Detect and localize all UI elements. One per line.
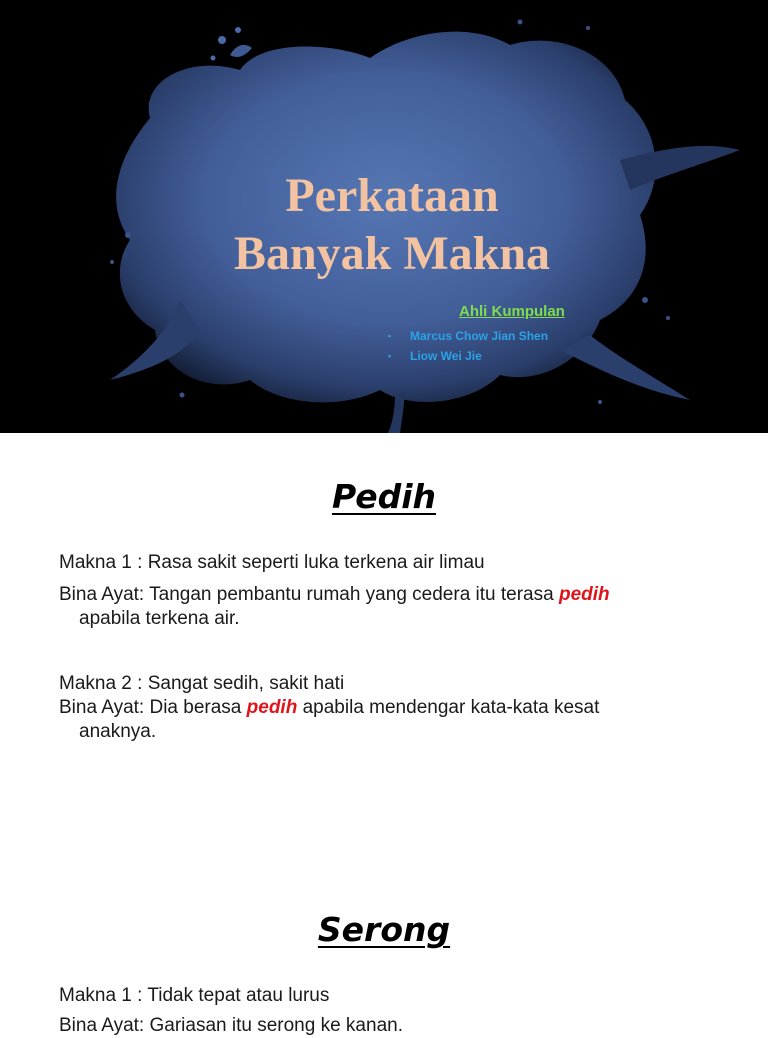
- member-item: [386, 326, 548, 346]
- title-line-2: Banyak Makna: [233, 227, 551, 281]
- member-name: Liow Wei Jie: [410, 349, 482, 363]
- word-heading-pedih: Pedih: [331, 477, 437, 516]
- bina-ayat-2-line: [59, 696, 599, 720]
- makna-1-line: Makna 1 : Rasa sakit seperti luka terkena air limau: [59, 552, 485, 573]
- bina-ayat-2-continuation: anaknya.: [79, 721, 157, 742]
- group-members-heading: Ahli Kumpulan: [459, 303, 565, 320]
- presentation-title: [170, 167, 614, 283]
- member-item: [386, 346, 548, 366]
- member-list: [386, 326, 548, 366]
- ayat-text: apabila mendengar kata-kata kesat: [297, 697, 600, 718]
- bullet-icon: •: [388, 331, 392, 341]
- makna-2-line: Makna 2 : Sangat sedih, sakit hati: [59, 673, 345, 694]
- bina-ayat-1-continuation: apabila terkena air.: [79, 608, 240, 629]
- title-slide: [0, 0, 768, 433]
- member-name: Marcus Chow Jian Shen: [410, 329, 549, 343]
- content-slide: [0, 433, 768, 1036]
- keyword-highlight: pedih: [558, 584, 610, 605]
- ayat-text: Bina Ayat: Tangan pembantu rumah yang cedera itu terasa: [59, 584, 559, 605]
- ayat-text: Bina Ayat: Dia berasa: [59, 697, 247, 718]
- makna-1-serong-line: Makna 1 : Tidak tepat atau lurus: [59, 985, 330, 1006]
- word-heading-serong: Serong: [317, 910, 451, 949]
- bina-ayat-serong-partial: Bina Ayat: Gariasan itu serong ke kanan.: [59, 1015, 403, 1036]
- bina-ayat-1-line: [59, 583, 610, 607]
- bullet-icon: •: [388, 351, 392, 361]
- title-line-1: Perkataan: [285, 169, 499, 223]
- keyword-highlight: pedih: [246, 697, 298, 718]
